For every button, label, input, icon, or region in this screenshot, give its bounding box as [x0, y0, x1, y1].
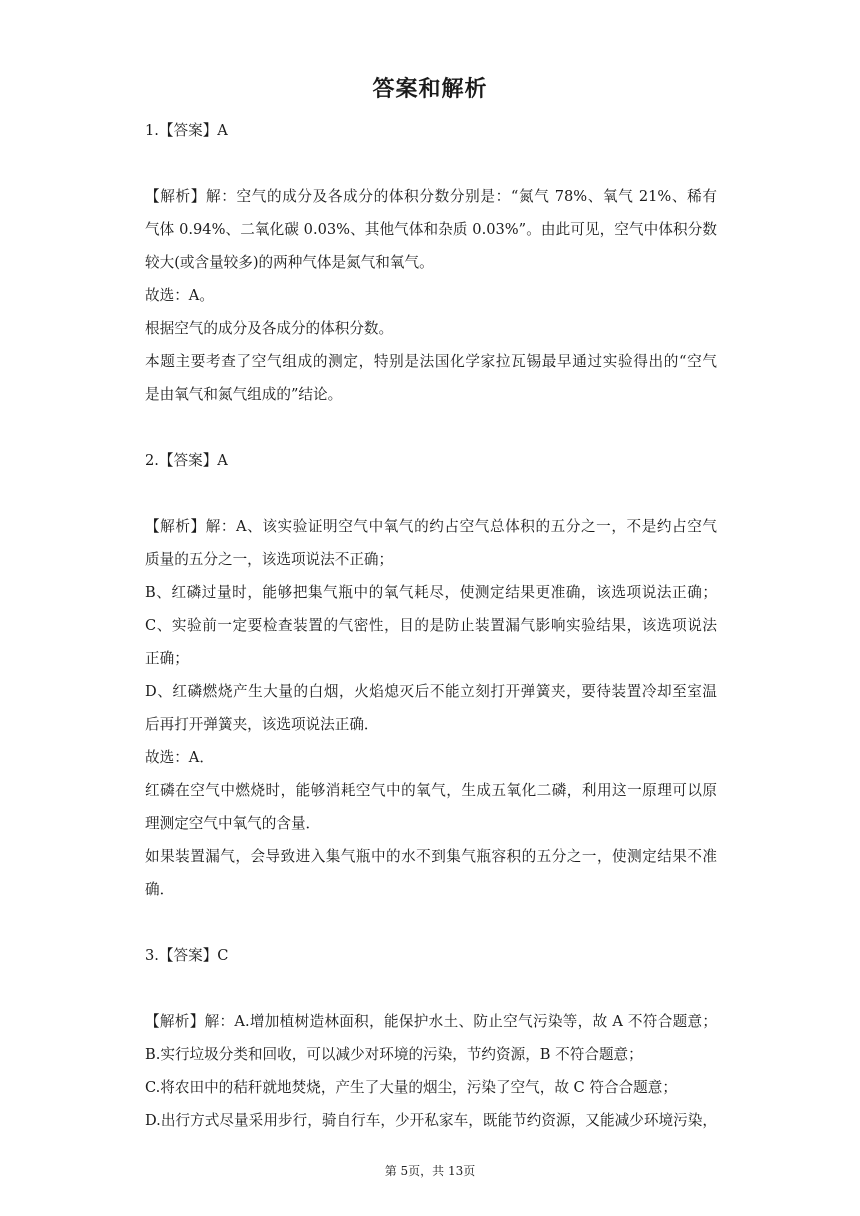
q1-analysis-line: 是由氧气和氮气组成的”结论。 — [145, 386, 343, 403]
q3-answer: 3.【答案】C — [145, 947, 229, 964]
q2-analysis-line: 质量的五分之一，该选项说法不正确； — [145, 551, 394, 568]
q2-analysis-line: 如果装置漏气，会导致进入集气瓶中的水不到集气瓶容积的五分之一，使测定结果不准 — [145, 848, 717, 865]
document-body — [145, 114, 717, 1137]
q1-analysis-line: 故选：A。 — [145, 287, 214, 304]
q2-analysis-line: B、红磷过量时，能够把集气瓶中的氧气耗尽，使测定结果更准确，该选项说法正确； — [145, 584, 717, 601]
q2-analysis-line: 确． — [145, 881, 175, 898]
q1-analysis-line: 根据空气的成分及各成分的体积分数。 — [145, 320, 394, 337]
q2-analysis-line: C、实验前一定要检查装置的气密性，目的是防止装置漏气影响实验结果，该选项说法 — [145, 617, 717, 634]
spacer — [145, 906, 717, 939]
q1-answer: 1.【答案】A — [145, 122, 228, 139]
spacer — [145, 477, 717, 510]
spacer — [145, 147, 717, 180]
page-number: 第 5页，共 13页 — [384, 1164, 476, 1178]
q2-analysis-line: 故选：A． — [145, 749, 214, 766]
spacer — [145, 411, 717, 444]
q1-analysis-line: 本题主要考查了空气组成的测定，特别是法国化学家拉瓦锡最早通过实验得出的“空气 — [145, 353, 717, 370]
q1-analysis-line: 气体 0.94%、二氧化碳 0.03%、其他气体和杂质 0.03%”。由此可见，空气中体积分数 — [145, 221, 717, 238]
q2-analysis-line: D、红磷燃烧产生大量的白烟，火焰熄灭后不能立刻打开弹簧夹，要待装置冷却至室温 — [145, 683, 717, 700]
q2-analysis-line: 理测定空气中氧气的含量． — [145, 815, 321, 832]
q2-answer: 2.【答案】A — [145, 452, 228, 469]
q3-analysis-line: D.出行方式尽量采用步行，骑自行车，少开私家车，既能节约资源，又能减少环境污染， — [145, 1112, 717, 1129]
q1-analysis-line: 【解析】解：空气的成分及各成分的体积分数分别是：“氮气 78%、氧气 21%、稀有 — [145, 188, 717, 205]
q1-analysis-line: 较大(或含量较多)的两种气体是氮气和氧气。 — [145, 254, 434, 271]
q2-analysis-line: 【解析】解：A、该实验证明空气中氧气的约占空气总体积的五分之一，不是约占空气 — [145, 518, 717, 535]
q2-analysis-line: 红磷在空气中燃烧时，能够消耗空气中的氧气，生成五氧化二磷，利用这一原理可以原 — [145, 782, 717, 799]
q3-analysis-line: C.将农田中的秸秆就地焚烧，产生了大量的烟尘，污染了空气，故 C 符合合题意； — [145, 1079, 677, 1096]
q2-analysis-line: 正确； — [145, 650, 189, 667]
q3-analysis-line: 【解析】解：A.增加植树造林面积，能保护水土、防止空气污染等，故 A 不符合题意； — [145, 1013, 717, 1030]
q2-analysis-line: 后再打开弹簧夹，该选项说法正确． — [145, 716, 379, 733]
q3-analysis-line: B.实行垃圾分类和回收，可以减少对环境的污染，节约资源，B 不符合题意； — [145, 1046, 643, 1063]
page-title: 答案和解析 — [372, 77, 488, 102]
spacer — [145, 972, 717, 1005]
